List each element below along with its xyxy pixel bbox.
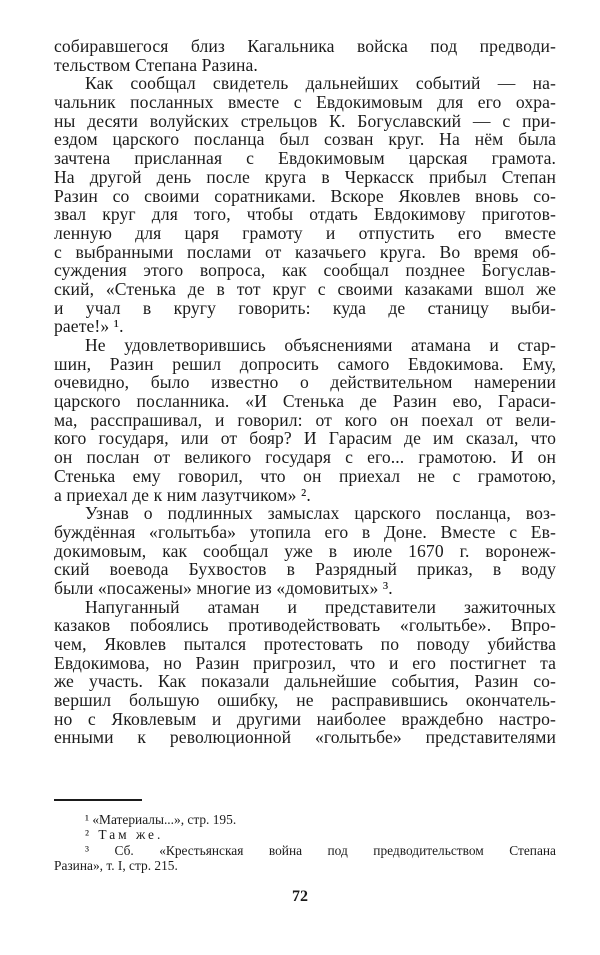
text-line: буждённая «голытьба» утопила его в Доне. Вместе с Ев- [54, 521, 556, 542]
text-line: ма, расспрашивал, и говорил: от кого он поехал от вели- [54, 409, 556, 430]
text-line: царского посланника. «И Стенька де Разин ево, Гараси- [54, 391, 556, 412]
text-line: Разин со своими соратниками. Вскоре Яковлев вновь со- [54, 185, 556, 206]
footnotes [54, 812, 556, 874]
text-line: ² Там же. [85, 827, 164, 843]
footnote-divider [54, 799, 142, 801]
text-line: звал круг для того, чтобы отдать Евдокимову приготов- [54, 204, 556, 225]
text-line: чем, Яковлев пытался протестовать по поводу убийства [54, 634, 556, 654]
text-line: Как сообщал свидетель дальнейших событий — на- [85, 73, 556, 94]
text-line: ский, «Стенька де в тот круг с своими казаками вшол же [54, 278, 556, 299]
text-line: собиравшегося близ Кагальника войска под предводи- [54, 36, 556, 56]
paragraph [54, 504, 556, 597]
text-line: и учал в кругу говорить: куда де станицу выби- [54, 297, 556, 318]
text-line: Разина», т. I, стр. 215. [54, 858, 178, 874]
text-line: Узнав о подлинных замыслах царского посланца, воз- [85, 503, 556, 524]
paragraph [54, 598, 556, 748]
paragraph [54, 74, 556, 336]
text-line: казаков побоялись противодействовать «голытьбе». Впро- [54, 615, 556, 636]
text-line: На другой день после круга в Черкасск прибыл Степан [54, 166, 556, 187]
text-line: ³ Сб. «Крестьянская война под предводительством Степана [85, 842, 556, 858]
text-line: он послан от великого государя с его... грамотою. И он [54, 447, 556, 468]
text-line: Евдокимова, но Разин пригрозил, что и его постигнет та [54, 652, 556, 673]
text-line: были «посажены» многие из «домовитых» ³. [54, 577, 393, 598]
text-line: шин, Разин решил допросить самого Евдокимова. Ему, [54, 353, 556, 374]
text-line: Напуганный атаман и представители зажиточных [85, 596, 556, 617]
text-line: суждения этого вопроса, как сообщал позднее Богуслав- [54, 260, 556, 281]
text-line: чальник посланных вместе с Евдокимовым для его охра- [54, 92, 556, 113]
footnote [54, 843, 556, 874]
text-line: кого государя, или от бояр? И Гарасим де им сказал, что [54, 428, 556, 449]
text-line: ленную для царя грамоту и отпустить его вместе [54, 222, 556, 243]
text-line: же участь. Как показали дальнейшие события, Разин со- [54, 671, 556, 692]
text-line: Не удовлетворившись объяснениями атамана и стар- [85, 335, 556, 355]
text-line: ны десяти волуйских стрельцов К. Богуславский — с при- [54, 110, 556, 131]
text-line: вершил большую ошибку, не расправившись окончатель- [54, 690, 556, 711]
text-line: раете!» ¹. [54, 316, 124, 337]
page-number: 72 [292, 888, 308, 905]
text-line: енными к революционной «голытьбе» представителями [54, 727, 556, 748]
text-line: но с Яковлевым и другими наиболее враждебно настро- [54, 708, 556, 729]
text-line: а приехал де к ним лазутчиком» ². [54, 484, 311, 505]
text-line: очевидно, было известно о действительном намерении [54, 372, 556, 393]
paragraph [54, 336, 556, 504]
text-line: с выбранными послами от казачьего круга. Во время об- [54, 241, 556, 262]
footnote [54, 827, 556, 842]
text-line: ездом царского посланца был созван круг. На нём была [54, 129, 556, 150]
text-line: зачтена присланная с Евдокимовым царская грамота. [54, 148, 556, 169]
text-line: докимовым, как сообщал уже в июле 1670 г. воронеж- [54, 540, 556, 561]
footnote [54, 812, 556, 827]
text-line: тельством Степана Разина. [54, 54, 258, 75]
body-text [54, 37, 556, 747]
text-line: ¹ «Материалы...», стр. 195. [85, 812, 237, 827]
text-line: ский воевода Бухвостов в Разрядный приказ, в воду [54, 559, 556, 580]
paragraph [54, 37, 556, 74]
text-line: Стенька ему говорил, что он приехал не с грамотою, [54, 465, 556, 486]
